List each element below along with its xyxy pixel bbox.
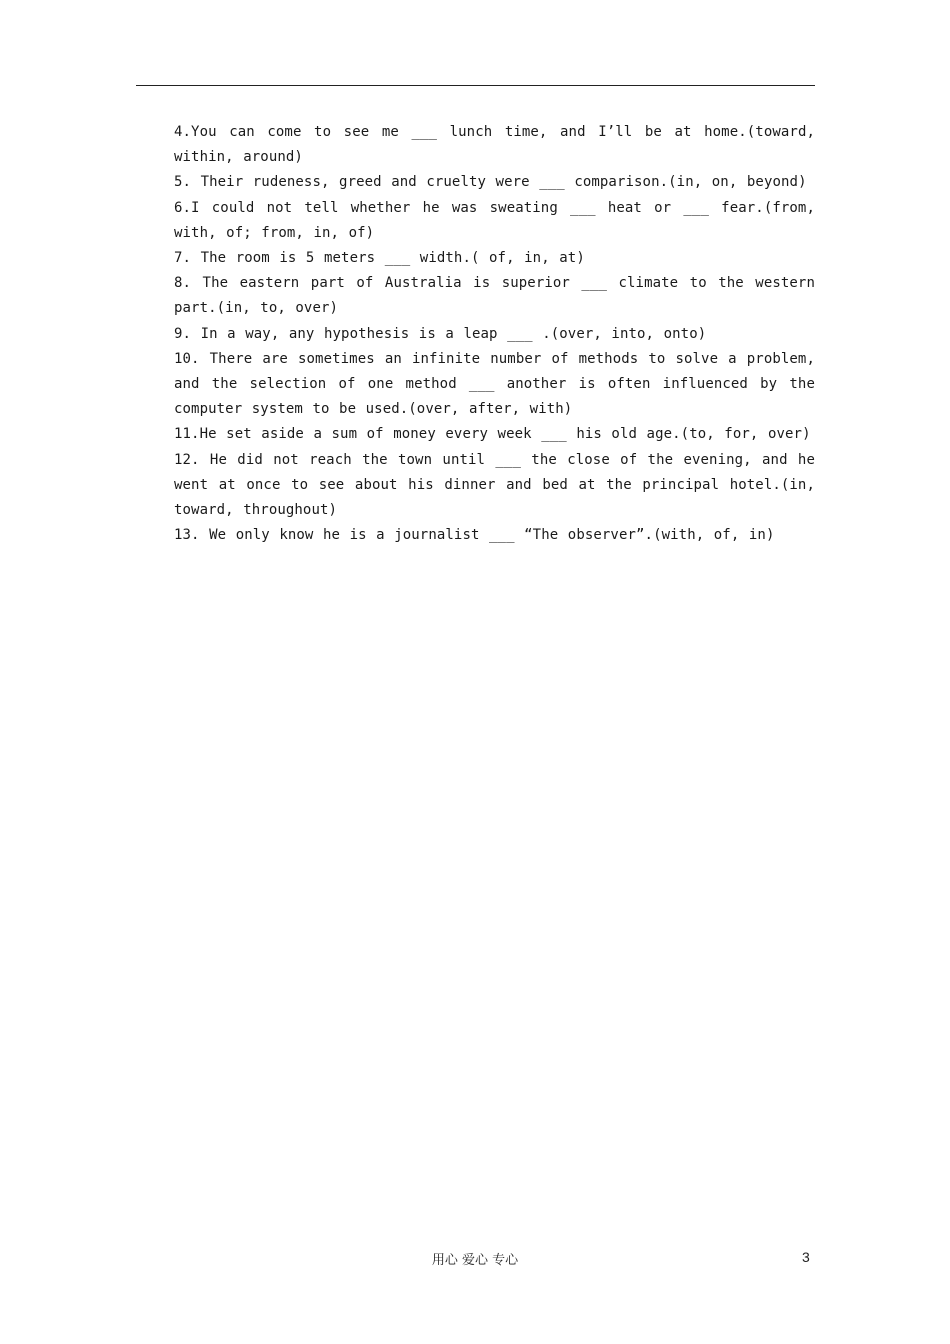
exercise-list bbox=[174, 120, 815, 548]
footer-motto: 用心 爱心 专心 bbox=[431, 1253, 519, 1268]
exercise-item-12: 12. He did not reach the town until ___ the close of the evening, and he went at once to see about his dinner and bed at the principal hotel.(in, toward, throughout) bbox=[174, 451, 815, 519]
exercise-item-13: 13. We only know he is a journalist ___ “The observer”.(with, of, in) bbox=[174, 527, 775, 544]
exercise-item-8: 8. The eastern part of Australia is superior ___ climate to the western part.(in, to, over) bbox=[174, 275, 815, 317]
header-rule bbox=[136, 85, 815, 86]
exercise-item-4: 4.You can come to see me ___ lunch time, and I’ll be at home.(toward, within, around) bbox=[174, 124, 815, 166]
exercise-item-11: 11.He set aside a sum of money every week ___ his old age.(to, for, over) bbox=[174, 426, 811, 443]
exercise-item-10: 10. There are sometimes an infinite number of methods to solve a problem, and the selection of one method ___ another is often influenced by the computer system to be used.(over, after, with) bbox=[174, 350, 815, 418]
exercise-item-5: 5. Their rudeness, greed and cruelty were ___ comparison.(in, on, beyond) bbox=[174, 174, 807, 191]
page-number: 3 bbox=[802, 1249, 810, 1265]
exercise-item-9: 9. In a way, any hypothesis is a leap ___ .(over, into, onto) bbox=[174, 325, 707, 342]
exercise-item-7: 7. The room is 5 meters ___ width.( of, in, at) bbox=[174, 250, 585, 267]
exercise-item-6: 6.I could not tell whether he was sweating ___ heat or ___ fear.(from, with, of; from, in, of) bbox=[174, 199, 815, 241]
